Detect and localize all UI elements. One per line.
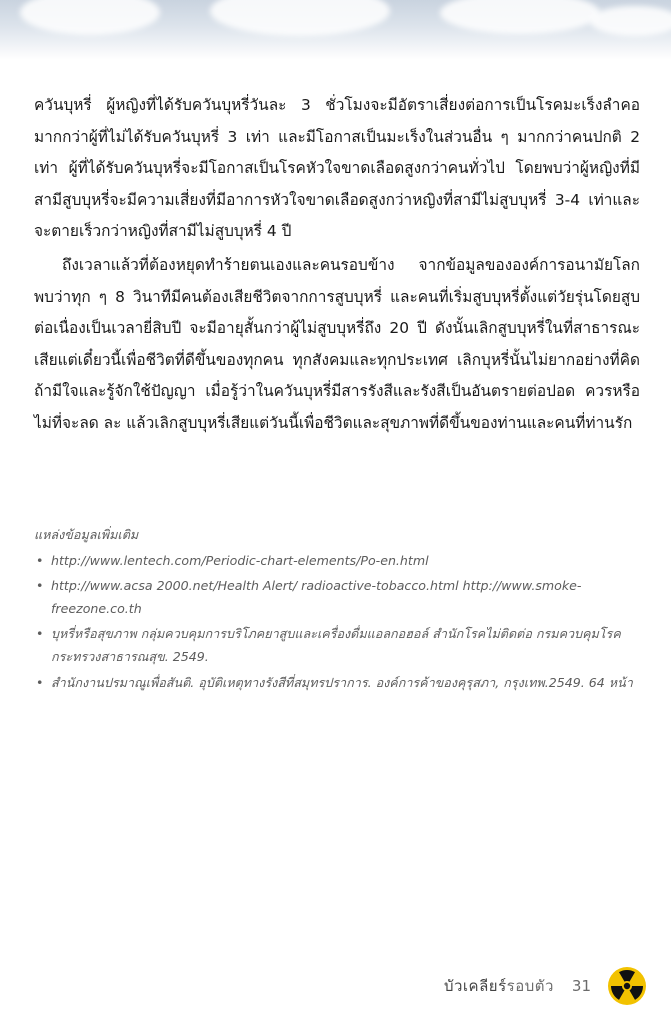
bullet-icon: • xyxy=(36,552,44,568)
reference-link: http://www.acsa 2000.net/Health Alert/ radioactive-tobacco.html http://www.smoke-freezone.co.th xyxy=(51,578,582,616)
book-title-part2: รอบตัว xyxy=(506,977,554,995)
paragraph-1: ควันบุหรี่ ผู้หญิงที่ได้รับควันบุหรี่วันละ 3 ชั่วโมงจะมีอัตราเสี่ยงต่อการเป็นโรคมะเร็งลำคอมากกว่าผู้ที่ไม่ได้รับควันบุหรี่ 3 เท่า และมีโอกาสเป็นมะเร็งในส่วนอื่น ๆ มากกว่าคนปกติ 2 เท่า ผู้ที่ได้รับควันบุหรี่จะมีโอกาสเป็นโรคหัวใจขาดเลือดสูงกว่าคนทั่วไป โดยพบว่าผู้หญิงที่มีสามีสูบบุหรี่จะมีความเสี่ยงที่มีอาการหัวใจขาดเลือดสูงกว่าหญิงที่สามีไม่สูบบุหรี่ 3-4 เท่าและจะตายเร็วกว่าหญิงที่สามีไม่สูบบุหรี่ 4 ปี xyxy=(34,96,640,241)
reference-item xyxy=(34,672,634,695)
references-heading: แหล่งข้อมูลเพิ่มเติม xyxy=(34,527,139,542)
cloud-decoration xyxy=(20,0,160,35)
reference-link: http://www.lentech.com/Periodic-chart-elements/Po-en.html xyxy=(51,552,429,568)
cloud-decoration xyxy=(210,0,390,36)
article-body xyxy=(34,90,640,442)
reference-text: สำนักงานปรมาณูเพื่อสันติ. อุบัติเหตุทางรังสีที่สมุทรปราการ. องค์การค้าของคุรุสภา, กรุงเทพ.2549. 64 หน้า xyxy=(51,674,633,690)
cloud-decoration xyxy=(590,6,671,36)
reference-text: บุหรี่หรือสุขภาพ กลุ่มควบคุมการบริโภคยาสูบและเครื่องดื่มแอลกอฮอล์ สำนักโรคไม่ติดต่อ กรมควบคุมโรค กระทรวงสาธารณสุข. 2549. xyxy=(51,626,621,664)
reference-item xyxy=(34,575,634,620)
bullet-icon: • xyxy=(36,626,44,642)
reference-item xyxy=(34,550,634,573)
bullet-icon: • xyxy=(36,578,44,594)
page-number: 31 xyxy=(571,977,591,995)
references-list xyxy=(34,550,634,695)
paragraph-2: ถึงเวลาแล้วที่ต้องหยุดทำร้ายตนเองและคนรอบข้าง จากข้อมูลขององค์การอนามัยโลกพบว่าทุก ๆ 8 วินาทีมีคนต้องเสียชีวิตจากการสูบบุหรี่ และคนที่เริ่มสูบบุหรี่ตั้งแต่วัยรุ่นโดยสูบต่อเนื่องเป็นเวลายี่สิบปี จะมีอายุสั้นกว่าผู้ไม่สูบบุหรี่ถึง 20 ปี ดังนั้นเลิกสูบบุหรี่ในที่สาธารณะเสียแต่เดี๋ยวนี้เพื่อชีวิตที่ดีขึ้นของทุกคน ทุกสังคมและทุกประเทศ เลิกบุหรี่นั้นไม่ยากอย่างที่คิดถ้ามีใจและรู้จักใช้ปัญญา เมื่อรู้ว่าในควันบุหรี่มีสารรังสีและรังสีเป็นอันตรายต่อปอด ควรหรือไม่ที่จะลด ละ แล้วเลิกสูบบุหรี่เสียแต่วันนี้เพื่อชีวิตและสุขภาพที่ดีขึ้นของท่านและคนที่ท่านรัก xyxy=(34,255,640,432)
references-section xyxy=(34,524,634,697)
sky-header-band xyxy=(0,0,671,60)
book-title-part1: บัวเคลียร์ xyxy=(443,977,507,995)
cloud-decoration xyxy=(440,0,600,34)
reference-item xyxy=(34,623,634,668)
page-footer xyxy=(444,966,647,1006)
radiation-icon xyxy=(607,966,647,1006)
book-title xyxy=(444,974,554,998)
bullet-icon: • xyxy=(36,674,44,690)
